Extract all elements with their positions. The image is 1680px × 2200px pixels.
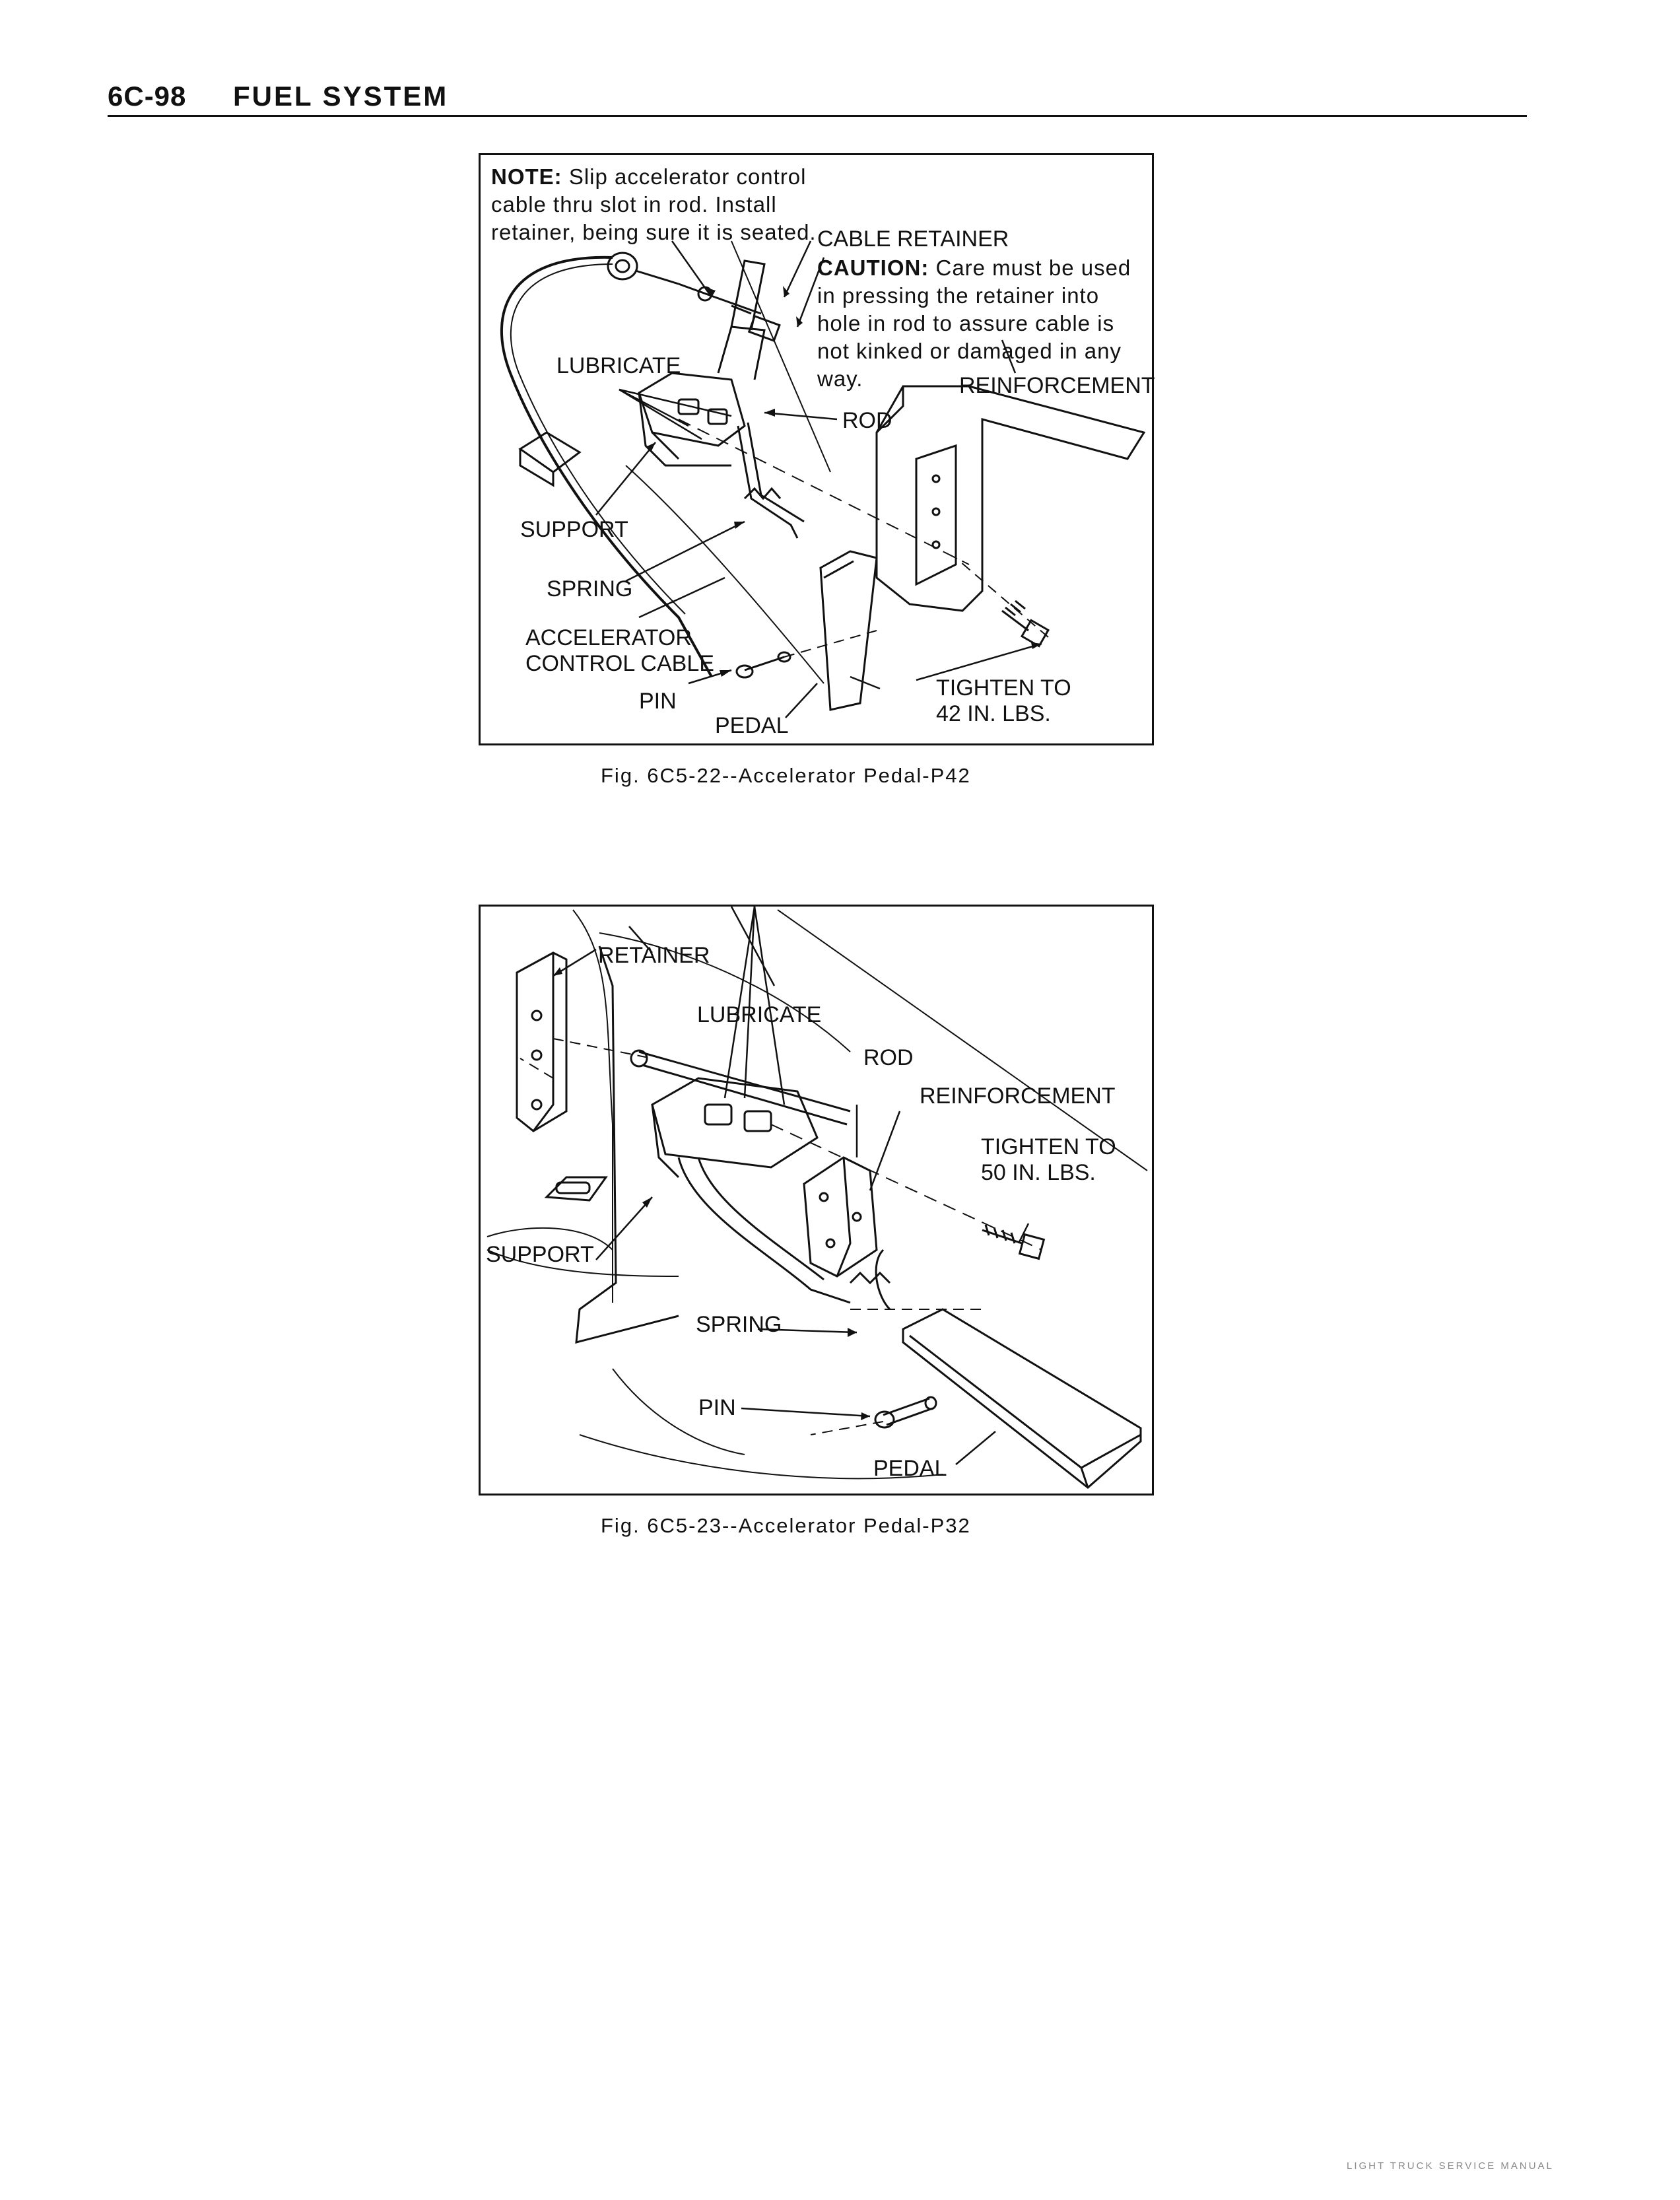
label-pedal: PEDAL [873, 1456, 947, 1481]
label-spring: SPRING [696, 1312, 782, 1337]
label-reinforcement: REINFORCEMENT [920, 1083, 1116, 1109]
label-retainer: RETAINER [598, 943, 710, 968]
label-rod: ROD [842, 408, 892, 433]
figure-caption-p42: Fig. 6C5-22--Accelerator Pedal-P42 [601, 764, 971, 787]
label-lubricate: LUBRICATE [697, 1002, 822, 1027]
note-text: Slip accelerator control cable thru slot in rod. Install retainer, being sure it is seated. [491, 164, 817, 244]
caution-text: Care must be used in pressing the retainer into hole in rod to assure cable is not kinked or damaged in any way. [817, 256, 1131, 391]
label-pedal: PEDAL [715, 713, 789, 738]
label-cable-retainer: CABLE RETAINER [817, 226, 1009, 252]
figure-caption-p32: Fig. 6C5-23--Accelerator Pedal-P32 [601, 1514, 971, 1537]
figure-p32 [479, 905, 1154, 1495]
note-label: NOTE: [491, 164, 562, 189]
page-number: 6C-98 [108, 81, 187, 112]
label-support: SUPPORT [520, 517, 628, 542]
figure-p42 [479, 153, 1154, 745]
footer-manual-title: LIGHT TRUCK SERVICE MANUAL [1347, 2160, 1554, 2172]
caution-text-block [817, 254, 1147, 393]
header-rule [108, 115, 1527, 117]
section-title: FUEL SYSTEM [233, 81, 449, 112]
label-tighten-torque: TIGHTEN TO 42 IN. LBS. [936, 675, 1071, 727]
label-support: SUPPORT [486, 1242, 594, 1267]
accelerator-pedal-p32-illustration [481, 907, 1152, 1494]
label-rod: ROD [863, 1045, 914, 1070]
note-text-block [491, 163, 821, 246]
label-spring: SPRING [547, 576, 633, 602]
page-header [108, 81, 1527, 115]
label-pin: PIN [639, 689, 677, 714]
label-accelerator-control-cable: ACCELERATOR CONTROL CABLE [525, 625, 714, 677]
label-tighten-torque: TIGHTEN TO 50 IN. LBS. [981, 1134, 1116, 1186]
label-lubricate: LUBRICATE [556, 353, 681, 378]
label-pin: PIN [698, 1395, 736, 1420]
label-reinforcement: REINFORCEMENT [959, 373, 1155, 398]
caution-label: CAUTION: [817, 256, 929, 280]
